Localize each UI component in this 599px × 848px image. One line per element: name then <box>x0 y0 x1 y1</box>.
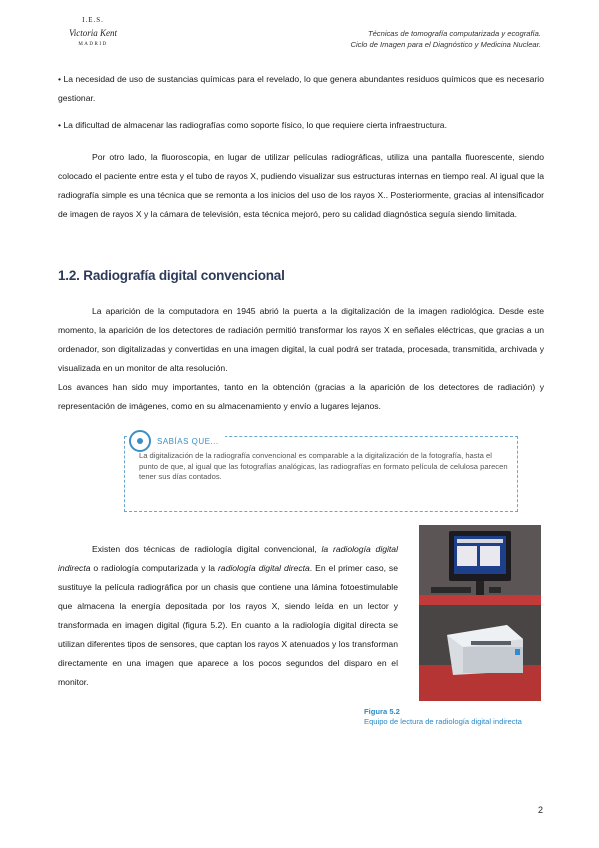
figure-caption <box>364 707 564 727</box>
header-title-line2: Ciclo de Imagen para el Diagnóstico y Medicina Nuclear. <box>350 40 541 49</box>
figure-photo <box>419 525 541 701</box>
techniques-direct: radiología digital directa <box>217 563 310 573</box>
did-you-know-box <box>124 436 518 512</box>
figure-label: Figura 5.2 <box>364 707 400 716</box>
page-number: 2 <box>537 805 543 815</box>
techniques-part1: Existen dos técnicas de radiología digital convencional, <box>92 544 322 554</box>
logo-line2: Victoria Kent <box>68 28 118 38</box>
bullet-storage: • La dificultad de almacenar las radiografías como soporte físico, lo que requiere cierta infraestructura. <box>58 120 447 130</box>
paragraph-fluoroscopy: Por otro lado, la fluoroscopia, en lugar de utilizar películas radiográficas, utiliza una pantalla fluorescente, siendo colocado el paciente entre esta y el tubo de rayos X, pudiendo visualizar sus estructuras internas en tiempo real. Al igual que la radiografía simple es una técnica que se remonta a los inicios del uso de los rayos X.. Posteriormente, gracias al intensificador de imagen de rayos X y la cámara de televisión, esta técnica mejoró, pero su calidad diagnóstica seguía siendo limitada. <box>58 152 544 219</box>
techniques-part3: . En el primer caso, se sustituye la película radiográfica por un chasis que contiene una lámina fotoestimulable que almacena la energía depositada por los rayos X, siendo leída en un lector y transformada en imagen digital (figura 5.2). En cuanto a la radiología digital directa se utilizan diferentes tipos de sensores, que captan los rayos X atenuados y los transforman directamente en una imagen que aparece a los pocos segundos del disparo en el monitor. <box>58 563 398 687</box>
school-logo <box>58 16 128 62</box>
callout-title: SABÍAS QUE... <box>157 436 219 446</box>
paragraph-advances: Los avances han sido muy importantes, tanto en la obtención (gracias a la aparición de los detectores de radiación) y representación de imágenes, como en su almacenamiento y envío a lugares lejanos. <box>58 382 544 411</box>
figure-caption-text: Equipo de lectura de radiología digital indirecta <box>364 717 522 726</box>
bullet-chemicals: • La necesidad de uso de sustancias químicas para el revelado, lo que genera abundantes residuos químicos que es necesario gestionar. <box>58 74 544 103</box>
header-title-line1: Técnicas de tomografía computarizada y ecografía. <box>367 29 541 38</box>
cr-reader-illustration <box>419 525 541 701</box>
paragraph-techniques <box>58 540 398 692</box>
paragraph-digital: La aparición de la computadora en 1945 abrió la puerta a la digitalización de la imagen radiológica. Desde este momento, la aparición de los detectores de radiación permitió transformar los rayos X en señales eléctricas, que gracias a un ordenador, son digitalizadas y convertidas en una imagen digital, la cual podrá ser tratada, procesada, transmitida, archivada y visualizada en un monitor de alta resolución. <box>58 306 544 373</box>
logo-line1: I.E.S. <box>82 16 104 24</box>
techniques-part2: o radiología computarizada y la <box>90 563 218 573</box>
running-header <box>211 28 541 50</box>
info-bubble-icon <box>129 430 151 452</box>
callout-text: La digitalización de la radiografía convencional es comparable a la digitalización de la fotografía, hasta el punto de que, al igual que las fotografías analógicas, las radiografías en formato película de celulosa parecen tener sus días contados. <box>139 451 508 481</box>
section-heading: 1.2. Radiografía digital convencional <box>58 268 285 283</box>
logo-line3: MADRID <box>78 42 108 47</box>
techniques-indirect: la radiología digital indirecta <box>58 544 398 573</box>
callout-header <box>129 430 225 452</box>
